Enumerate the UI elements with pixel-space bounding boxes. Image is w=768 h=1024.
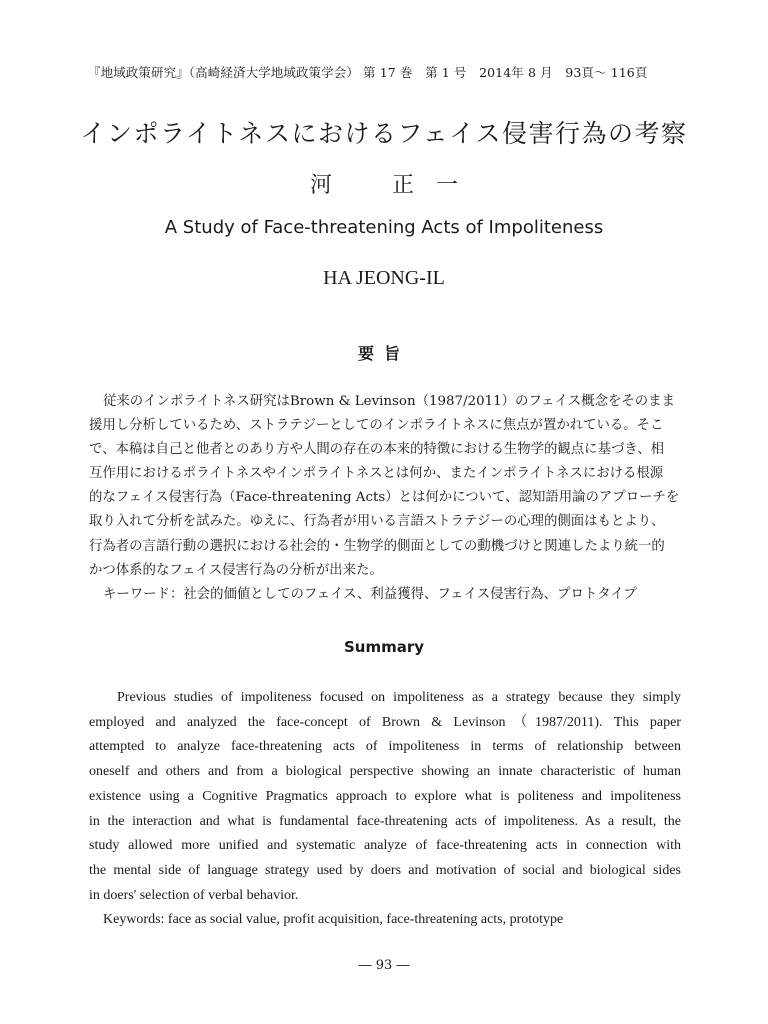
abstract-ja-line: かつ体系的なフェイス侵害行為の分析が出来た。 [89,562,383,578]
abstract-en-line: attempted to analyze face-threatening acts of impoliteness in terms of relationship between [89,739,681,755]
summary-heading: Summary [343,638,425,656]
abstract-en-line: existence using a Cognitive Pragmatics approach to explore what is politeness and impoliteness [89,788,681,804]
abstract-ja-line: 援用し分析しているため、ストラテジーとしてのインポライトネスに焦点が置かれている。そこ [89,418,664,434]
abstract-ja-line: 従来のインポライトネス研究はBrown & Levinson（1987/2011）のフェイス概念をそのまま [103,394,675,409]
abstract-heading-japanese: 要旨 [357,344,410,363]
author-given-name: 正 一 [392,173,459,198]
title-japanese: インポライトネスにおけるフェイス侵害行為の考察 [80,119,688,148]
abstract-en-line: in doers' selection of verbal behavior. [89,887,299,903]
abstract-en-line: employed and analyzed the face-concept of Brown & Levinson（1987/2011). This paper [89,714,681,730]
page-number: ― 93 ― [358,958,410,973]
keywords-english: Keywords: face as social value, profit acquisition, face-threatening acts, prototype [103,912,564,928]
abstract-ja-line: 取り入れて分析を試みた。ゆえに、行為者が用いる言語ストラテジーの心理的側面はもとより、 [89,514,665,530]
abstract-ja-line: 行為者の言語行動の選択における社会的・生物学的側面としての動機づけと関連したより統一的 [89,538,665,554]
journal-header: 『地域政策研究』（高崎経済大学地域政策学会） 第 17 巻 第 1 号 2014年 8 月 93頁〜 116頁 [88,65,648,80]
author-japanese [0,168,768,199]
abstract-en-line: in the interaction and what is fundamental face-threatening acts of impoliteness. As a result, the [89,813,681,829]
author-surname: 河 [309,173,332,198]
abstract-japanese [89,390,681,607]
abstract-ja-line: で、本稿は自己と他者とのあり方や人間の存在の本来的特徴における生物学的観点に基づき、相 [89,442,664,458]
author-english: HA JEONG-IL [323,267,445,289]
abstract-ja-line: 的なフェイス侵害行為（Face-threatening Acts）とは何かについて、認知語用論のアプローチを [89,490,680,506]
abstract-english [89,686,681,933]
abstract-ja-line: 互作用におけるポライトネスやインポライトネスとは何か、またインポライトネスにおける根源 [89,466,664,482]
abstract-en-line: the mental side of language strategy used by doers and motivation of social and biological sides [89,862,681,878]
title-english: A Study of Face-threatening Acts of Impoliteness [164,217,604,238]
abstract-en-line: oneself and others and from a biological perspective showing an innate characteristic of human [89,764,681,780]
abstract-en-line: study allowed more unified and systematic analyze of face-threatening acts in connection with [89,838,681,854]
keywords-japanese: キーワード：社会的価値としてのフェイス、利益獲得、フェイス侵害行為、プロトタイプ [103,586,637,602]
abstract-en-line: Previous studies of impoliteness focused on impoliteness as a strategy because they simply [117,690,681,705]
